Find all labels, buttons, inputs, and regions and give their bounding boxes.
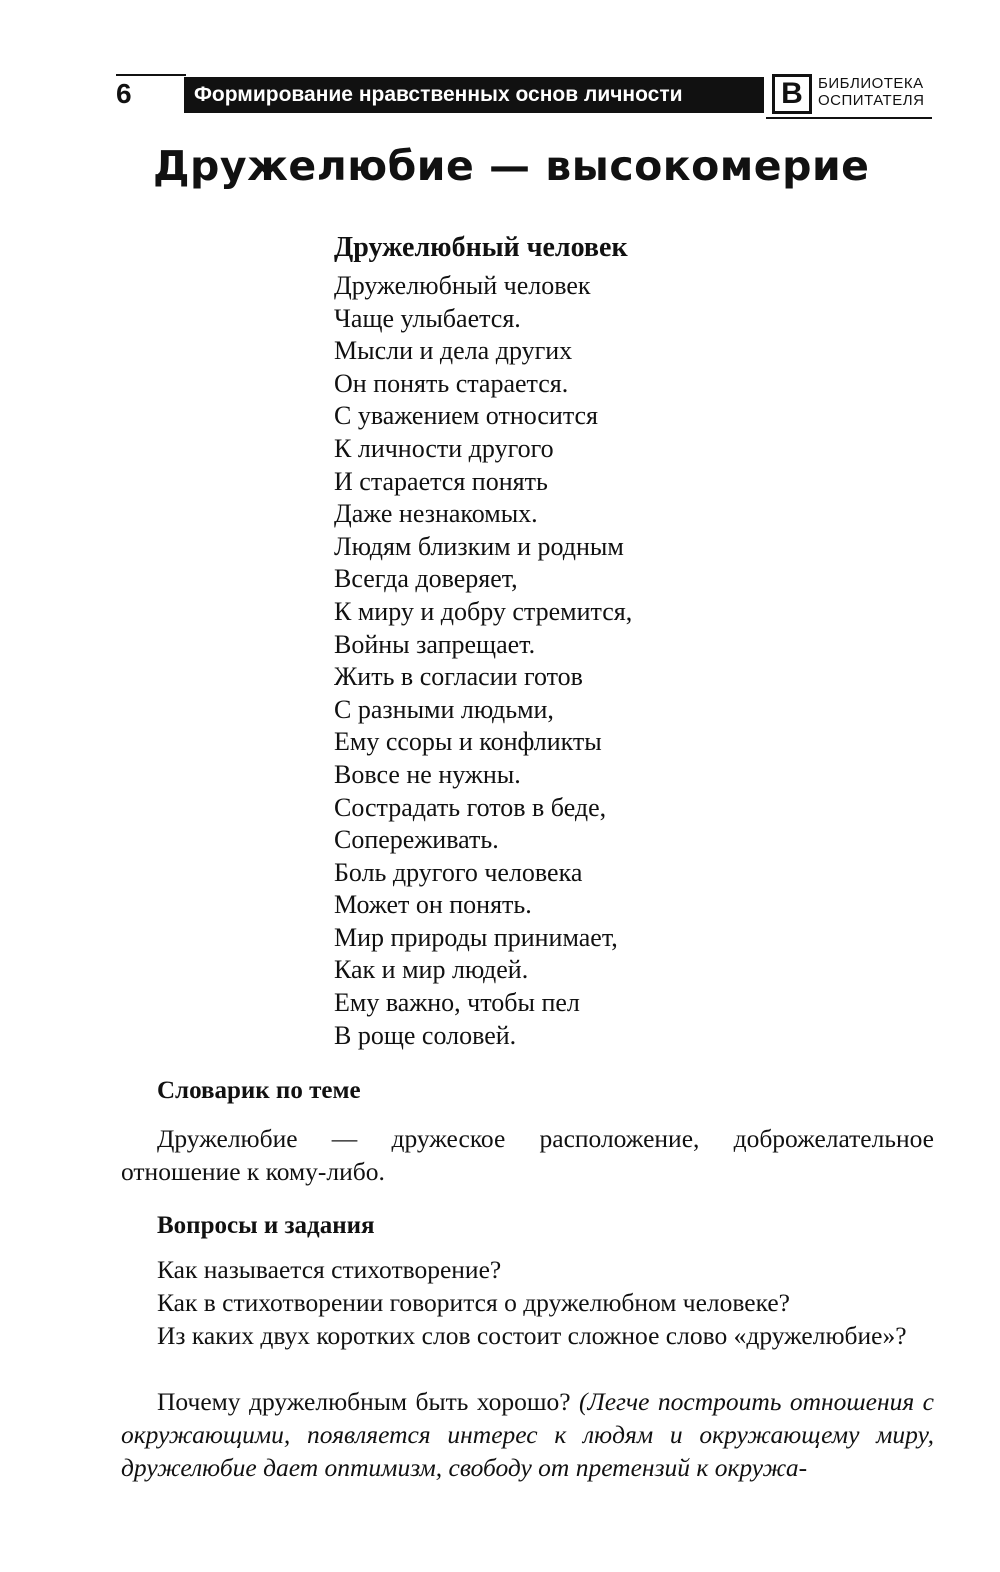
poem-line: Мысли и дела других [334, 336, 573, 366]
running-title: Формирование нравственных основ личности [184, 77, 764, 113]
poem-line: Чаще улыбается. [334, 303, 521, 333]
page-header [116, 70, 932, 122]
poem-line: Как и мир людей. [334, 955, 529, 985]
poem-line: Может он понять. [334, 890, 532, 920]
poem-line: Войны запрещает. [334, 629, 536, 659]
poem-line: К миру и добру стремится, [334, 596, 633, 626]
poem-line: Вовсе не нужны. [334, 759, 521, 789]
poem-line: Сопереживать. [334, 825, 499, 855]
series-name [818, 75, 924, 109]
page-title: Дружелюбие — высокомерие [153, 142, 870, 190]
poem-line: Жить в согласии готов [334, 662, 583, 692]
poem-line: С уважением относится [334, 401, 599, 431]
poem-line: Всегда доверяет, [334, 564, 518, 594]
dictionary-heading: Словарик по теме [157, 1077, 361, 1104]
poem-line: Людям близким и родным [334, 531, 624, 561]
poem-line: И старается понять [334, 466, 548, 496]
last-question-answer: (Легче построить отношения с окружающими, появляется интерес к людям и окружающему миру, дружелюбие дает оптимизм, свободу от претензий к окружа- [121, 1387, 934, 1482]
question-item: Из каких двух коротких слов состоит сложное слово «дружелюбие»? [157, 1321, 907, 1350]
poem-line: Даже незнакомых. [334, 499, 538, 529]
poem-line: Ему важно, чтобы пел [334, 988, 580, 1018]
series-name-line2: ОСПИТАТЕЛЯ [818, 92, 925, 109]
poem-line: Дружелюбный человек [334, 271, 591, 300]
poem-line: Боль другого человека [334, 857, 583, 887]
poem-line: Мир природы принимает, [334, 922, 618, 952]
series-logo-icon: В [772, 74, 812, 114]
dictionary-definition: Дружелюбие — дружеское расположение, доброжелательное отношение к кому-либо. [121, 1124, 934, 1186]
poem-title: Дружелюбный человек [334, 232, 628, 263]
question-item-last [121, 1385, 934, 1484]
poem-line: К личности другого [334, 433, 554, 463]
poem-line: В роще соловей. [334, 1020, 517, 1050]
header-logo-rule [766, 117, 932, 119]
header-top-rule [116, 74, 186, 76]
question-item: Как называется стихотворение? [157, 1255, 502, 1284]
last-question: Почему дружелюбным быть хорошо? [157, 1387, 571, 1416]
poem [334, 228, 854, 1052]
poem-line: Ему ссоры и конфликты [334, 727, 602, 757]
questions-heading: Вопросы и задания [157, 1212, 375, 1239]
poem-line: Он понять старается. [334, 368, 569, 398]
question-item: Как в стихотворении говорится о дружелюбном человеке? [157, 1288, 790, 1317]
poem-line: С разными людьми, [334, 694, 554, 724]
poem-line: Сострадать готов в беде, [334, 792, 607, 822]
page-number: 6 [116, 78, 132, 109]
series-name-line1: БИБЛИОТЕКА [818, 75, 924, 92]
